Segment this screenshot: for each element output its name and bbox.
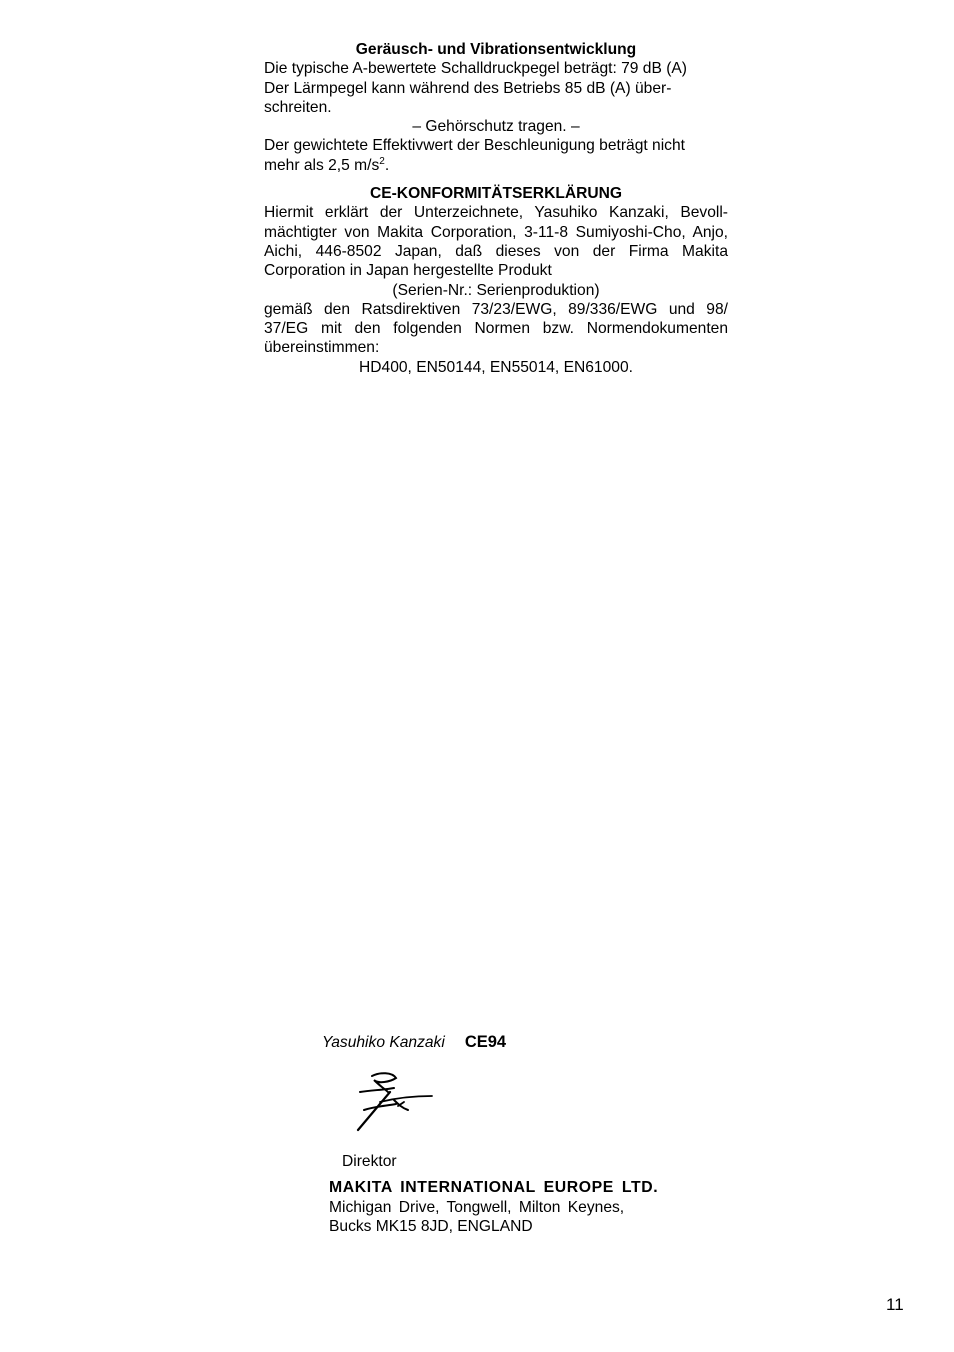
company-address-line: Michigan Drive, Tongwell, Milton Keynes,: [329, 1198, 625, 1216]
signatory-title: Direktor: [342, 1153, 397, 1170]
vibration-exponent: 2: [379, 155, 385, 167]
serial-note: (Serien-Nr.: Serienproduktion): [392, 281, 600, 299]
signatory-block: [322, 1032, 742, 1053]
vibration-value: mehr als 2,5 m/s: [264, 156, 380, 174]
noise-line: Der Lärmpegel kann während des Betriebs 85 dB (A) über-: [264, 79, 672, 97]
company-name: MAKITA INTERNATIONAL EUROPE LTD.: [329, 1179, 659, 1196]
company-block: [329, 1178, 658, 1237]
page-number: 11: [886, 1295, 904, 1314]
content-column: [264, 40, 728, 377]
noise-line: Die typische A-bewertete Schalldruckpegel beträgt: 79 dB (A): [264, 60, 687, 78]
vibration-end: .: [384, 156, 390, 174]
company-address-line: Bucks MK15 8JD, ENGLAND: [329, 1218, 533, 1235]
declaration-heading: CE-KONFORMITÄTSERKLÄRUNG: [369, 185, 623, 203]
standards-list: HD400, EN50144, EN55014, EN61000.: [359, 358, 633, 376]
noise-heading: Geräusch- und Vibrationsentwicklung: [355, 41, 637, 58]
vibration-line: [264, 156, 728, 175]
declaration-paragraph: gemäß den Ratsdirektiven 73/23/EWG, 89/336/EWG und 98/ 37/EG mit den folgenden Normen bzw. Normendokumenten übereinstimmen:: [264, 300, 728, 357]
ear-protection-note: – Gehörschutz tragen. –: [412, 118, 580, 136]
declaration-paragraph: Hiermit erklärt der Unterzeichnete, Yasuhiko Kanzaki, Bevoll-mächtigter von Makita Corporation, 3-11-8 Sumiyoshi-Cho, Anjo, Aichi, 446-8502 Japan, daß dieses von der Firma Makita Corporation in Japan hergestellte Produkt: [264, 204, 728, 280]
signatory-name: Yasuhiko Kanzaki: [322, 1034, 445, 1051]
ce-code: CE94: [464, 1033, 507, 1051]
vibration-line: Der gewichtete Effektivwert der Beschleunigung beträgt nicht: [264, 137, 685, 155]
noise-line: schreiten.: [264, 98, 332, 116]
handwritten-signature: [350, 1066, 440, 1138]
